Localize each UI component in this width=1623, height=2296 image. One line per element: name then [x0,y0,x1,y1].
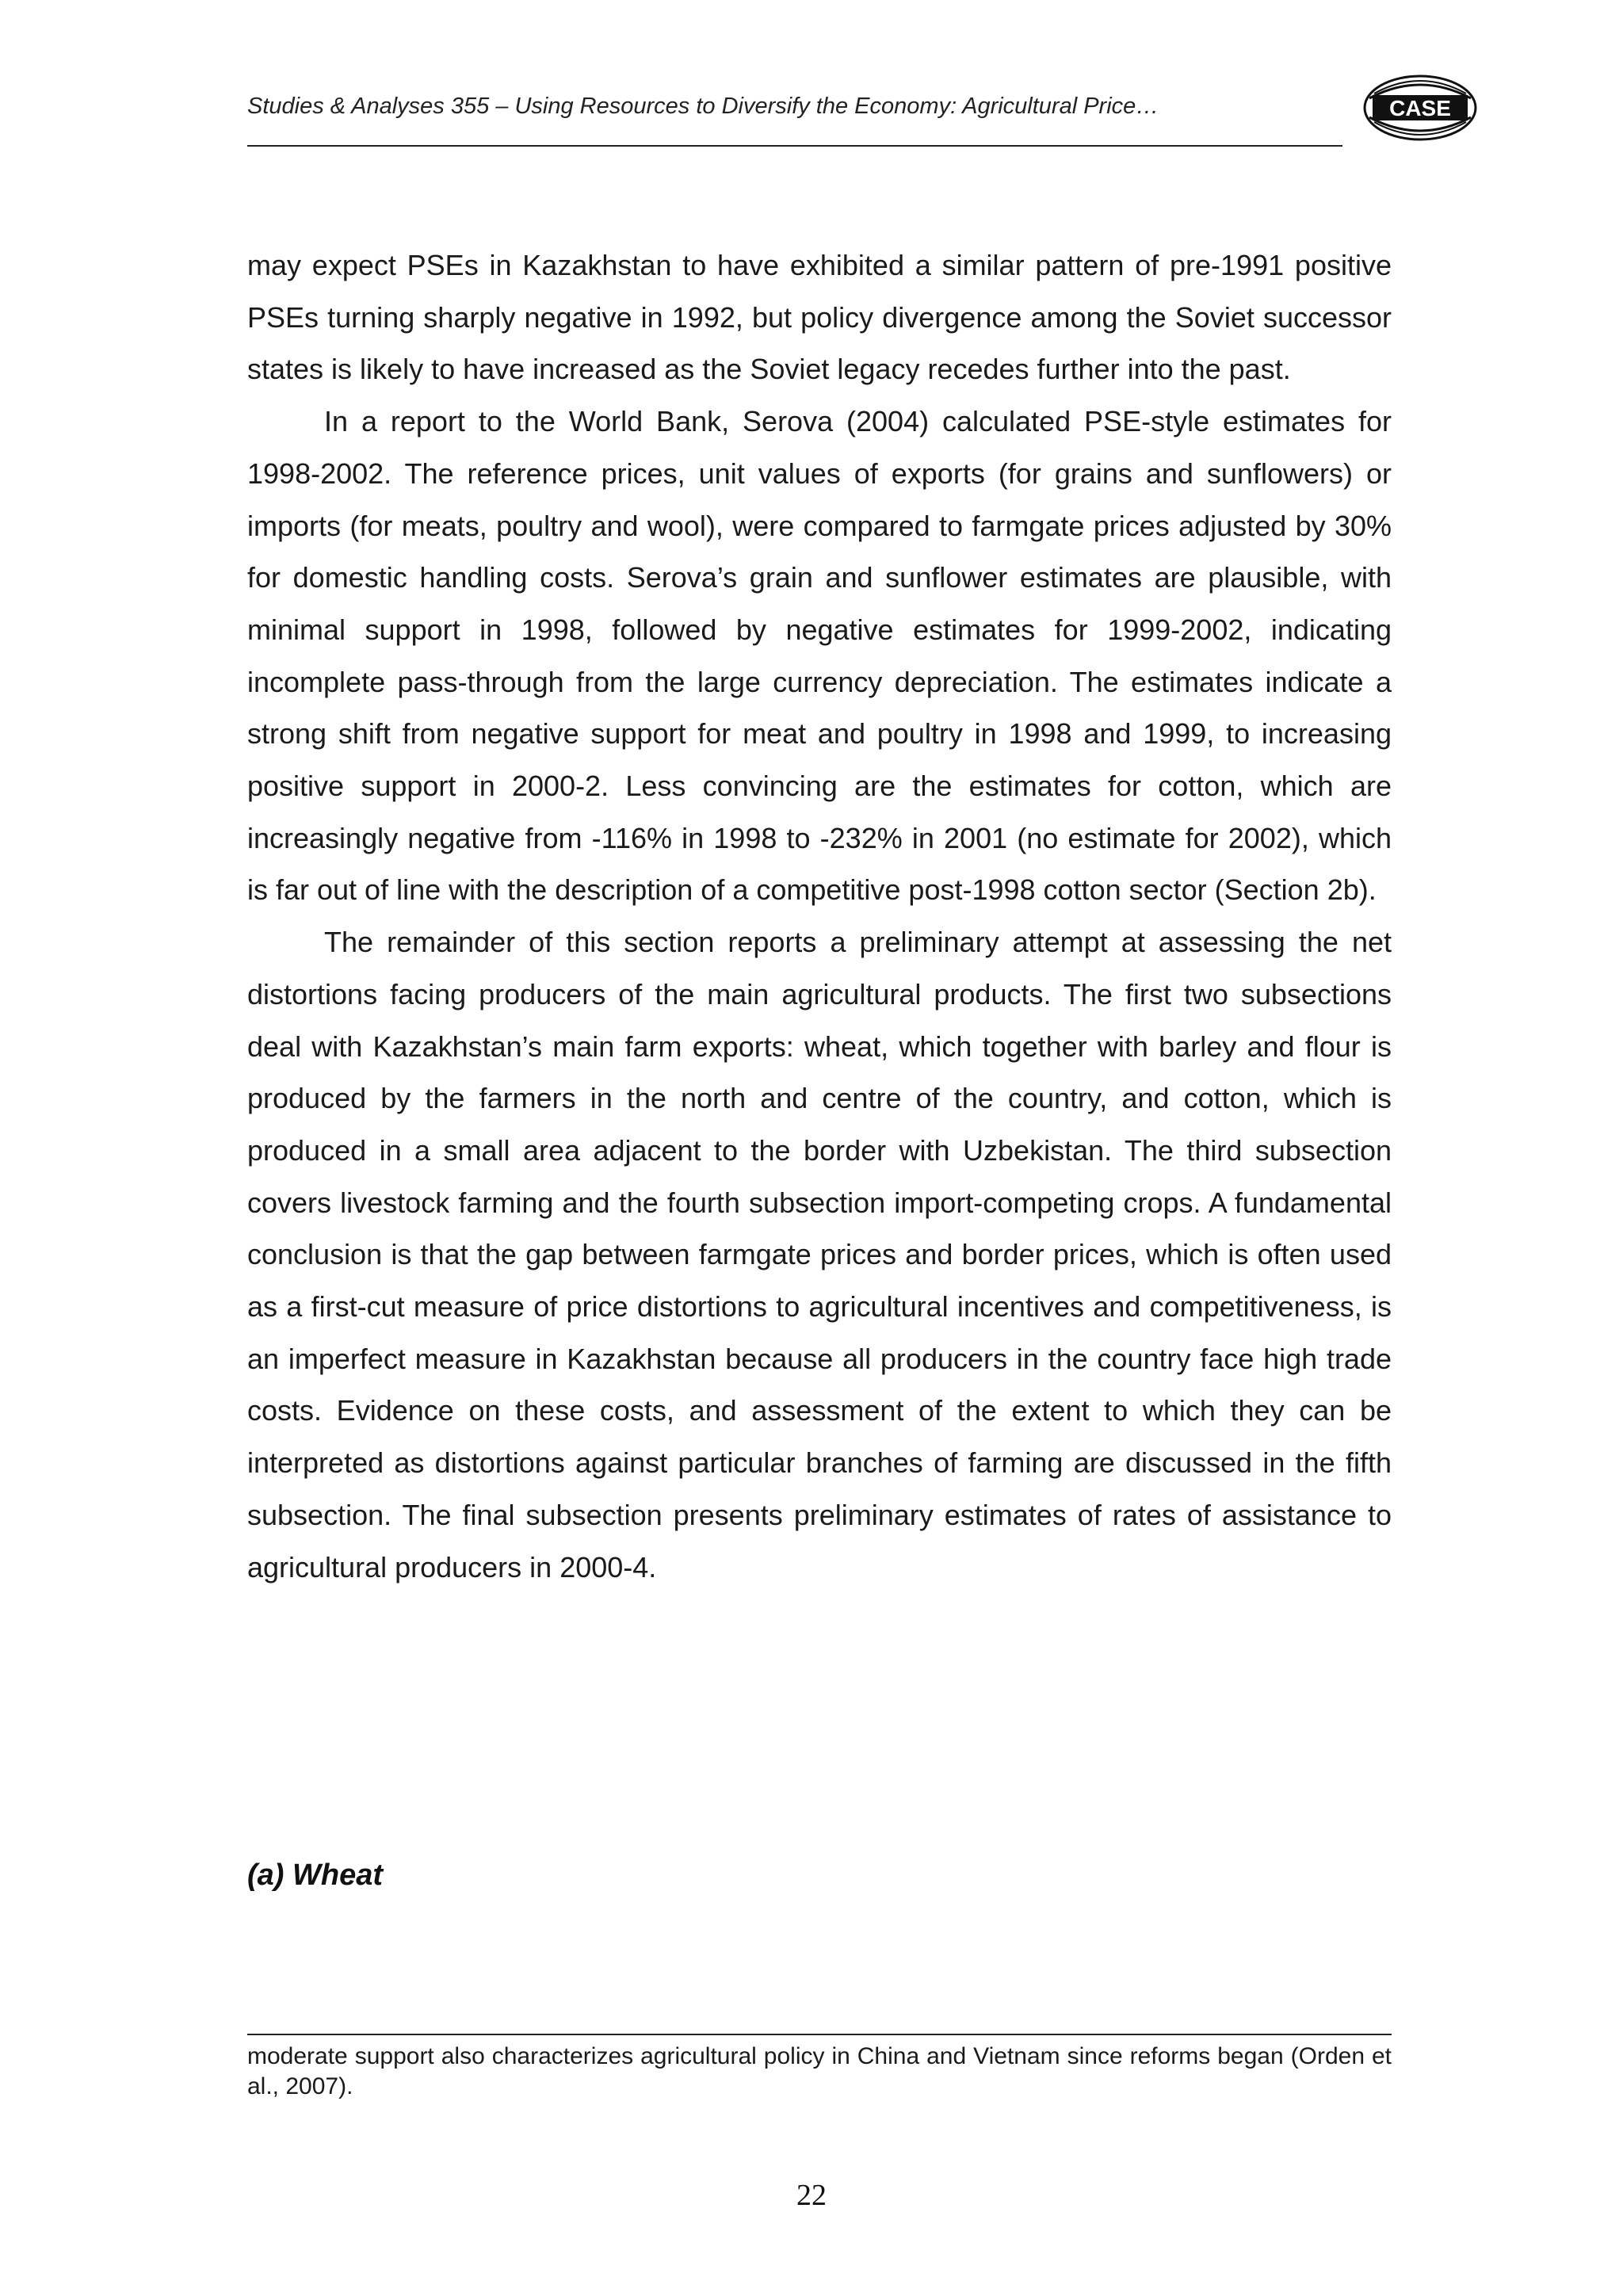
page-number: 22 [796,2179,827,2212]
case-logo-icon [1357,70,1484,146]
running-header: Studies & Analyses 355 – Using Resources to Diversify the Economy: Agricultural Price… [247,94,1159,119]
footnote: moderate support also characterizes agricultural policy in China and Vietnam since reforms began (Orden et al., 2007). [247,2043,1392,2099]
paragraph: In a report to the World Bank, Serova (2004) calculated PSE-style estimates for 1998-2002. The reference prices, unit values of exports (for grains and sunflowers) or imports (for meats, poultry and wool), were compared to farmgate prices adjusted by 30% for domestic handling costs. Serova’s grain and sunflower estimates are plausible, with minimal support in 1998, followed by negative estimates for 1999-2002, indicating incomplete pass-through from the large currency depreciation. The estimates indicate a strong shift from negative support for meat and poultry in 1998 and 1999, to increasing positive support in 2000-2. Less convincing are the estimates for cotton, which are increasingly negative from -116% in 1998 to -232% in 2001 (no estimate for 2002), which is far out of line with the description of a competitive post-1998 cotton sector (Section 2b). [247,405,1392,907]
paragraph: may expect PSEs in Kazakhstan to have exhibited a similar pattern of pre-1991 positive PSEs turning sharply negative in 1992, but policy divergence among the Soviet successor states is likely to have increased as the Soviet legacy recedes further into the past. [247,249,1392,386]
logo-text: CASE [1389,96,1451,120]
paragraph: The remainder of this section reports a preliminary attempt at assessing the net distortions facing producers of the main agricultural products. The first two subsections deal with Kazakhstan’s main farm exports: wheat, which together with barley and flour is produced by the farmers in the north and centre of the country, and cotton, which is produced in a small area adjacent to the border with Uzbekistan. The third subsection covers livestock farming and the fourth subsection import-competing crops. A fundamental conclusion is that the gap between farmgate prices and border prices, which is often used as a first-cut measure of price distortions to agricultural incentives and competitiveness, is an imperfect measure in Kazakhstan because all producers in the country face high trade costs. Evidence on these costs, and assessment of the extent to which they can be interpreted as distortions against particular branches of farming are discussed in the fifth subsection. The final subsection presents preliminary estimates of rates of assistance to agricultural producers in 2000-4. [247,926,1392,1584]
body-text [247,239,1392,1593]
header-rule [247,145,1342,147]
section-heading: (a) Wheat [247,1859,383,1892]
footnote-rule [247,2034,1392,2035]
